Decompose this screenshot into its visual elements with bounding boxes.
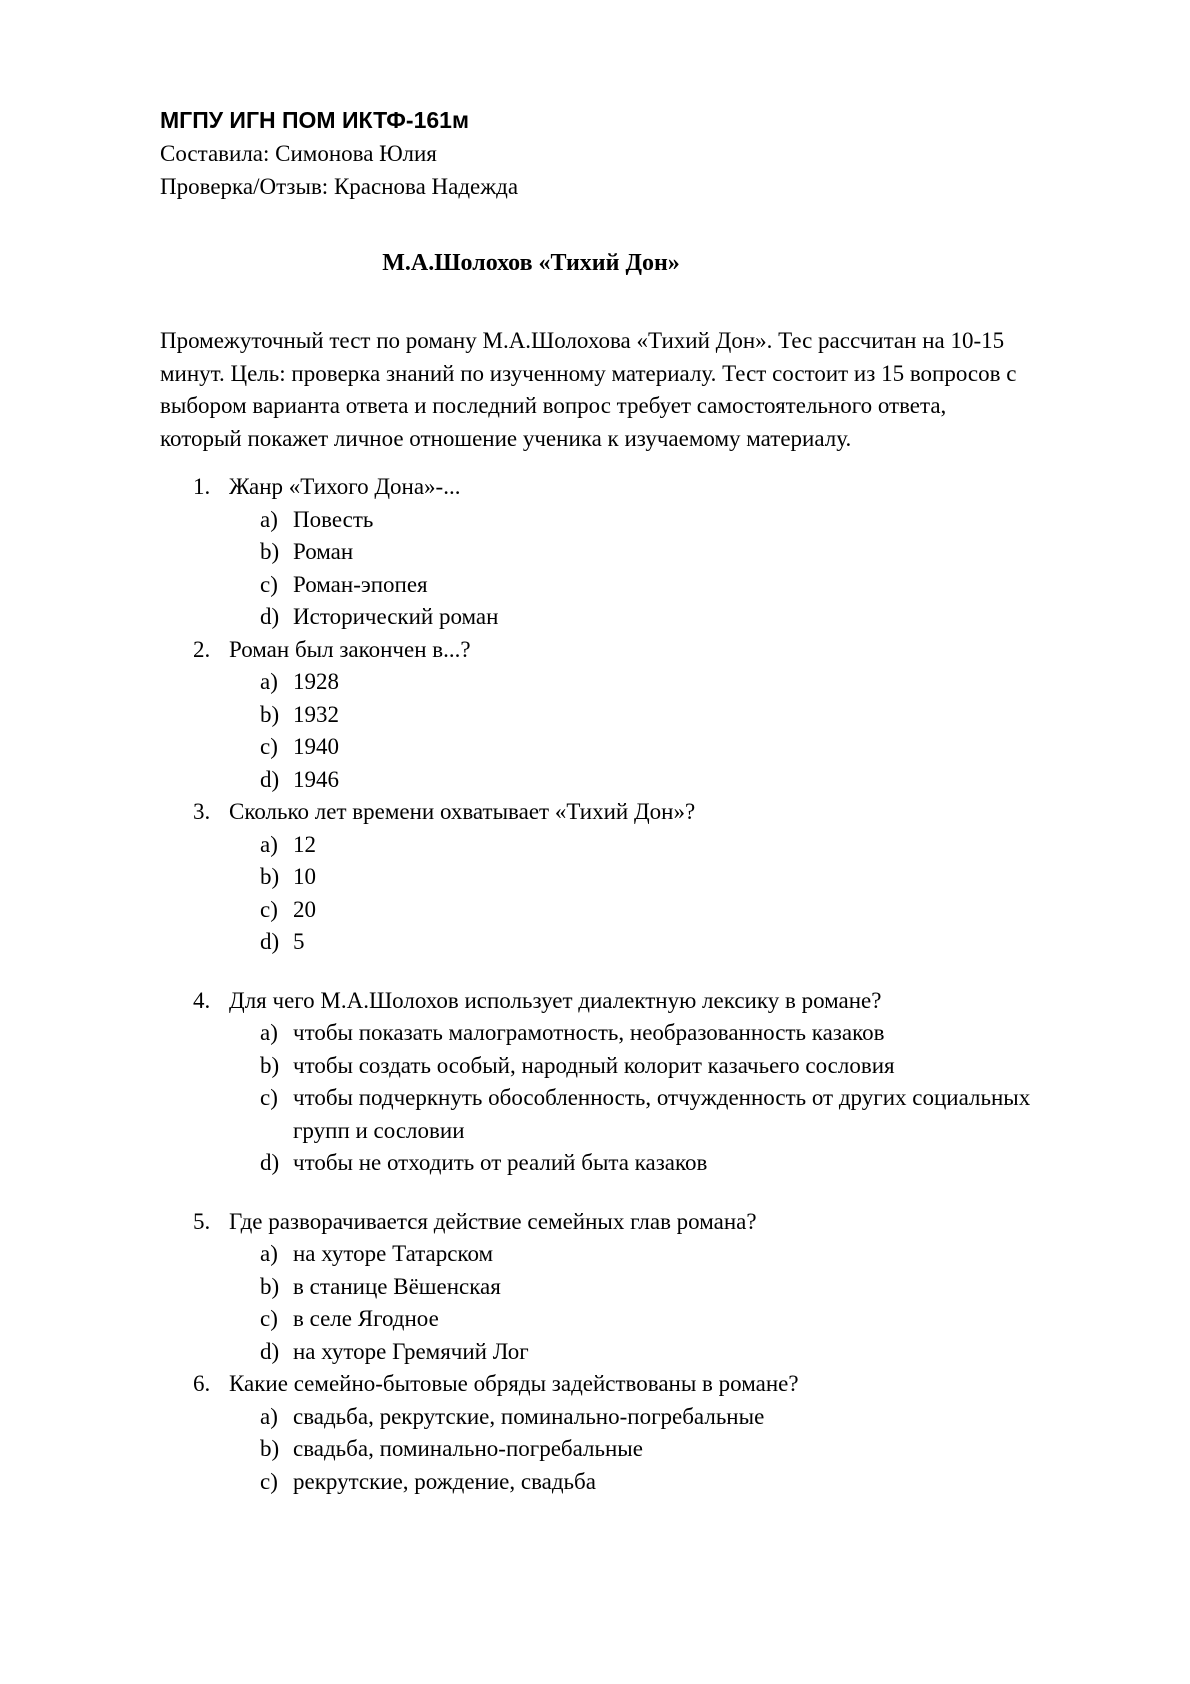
- answer-option: [160, 894, 1032, 927]
- question-text: Роман был закончен в...?: [229, 636, 471, 662]
- question-line: [160, 985, 1032, 1018]
- question-line: [160, 1368, 1032, 1401]
- question-number: 1.: [193, 474, 211, 499]
- option-letter: c): [260, 1468, 278, 1494]
- question-line: [160, 796, 1032, 829]
- option-letter: d): [260, 604, 280, 629]
- question-text: Жанр «Тихого Дона»-...: [229, 474, 461, 499]
- option-text: чтобы создать особый, народный колорит казачьего сословия: [293, 1052, 895, 1078]
- question-number: 4.: [193, 987, 211, 1013]
- doc-header-group-code: МГПУ ИГН ПОМ ИКТФ-161м: [160, 107, 469, 133]
- option-letter: d): [260, 1338, 280, 1364]
- option-text: на хуторе Татарском: [293, 1241, 494, 1266]
- option-text: чтобы не отходить от реалий быта казаков: [293, 1150, 708, 1175]
- question-number: 6.: [193, 1371, 211, 1396]
- answer-option: [160, 1082, 1032, 1147]
- option-text: чтобы показать малограмотность, необразованность казаков: [293, 1020, 885, 1045]
- option-letter: b): [260, 864, 280, 889]
- option-text: 1946: [293, 766, 339, 792]
- intro-paragraph: Промежуточный тест по роману М.А.Шолохова «Тихий Дон». Тес рассчитан на 10-15 минут. Цель: проверка знаний по изученному материалу. Тест состоит из 15 вопросов с выбором варианта ответа и последний вопрос требует самостоятельного ответа, который покажет личное отношение ученика к изучаемому материалу.: [160, 328, 1017, 451]
- option-text: в селе Ягодное: [293, 1306, 439, 1331]
- option-letter: b): [260, 539, 280, 564]
- option-letter: a): [260, 669, 278, 694]
- answer-option: [160, 699, 1032, 732]
- option-text: свадьба, рекрутские, поминально-погребальные: [293, 1403, 765, 1429]
- option-letter: d): [260, 929, 280, 954]
- option-text: 1932: [293, 701, 339, 727]
- answer-option: [160, 1147, 1032, 1180]
- question-4: [160, 985, 1032, 1180]
- option-text: 10: [293, 864, 316, 889]
- answer-option: [160, 926, 1032, 959]
- option-letter: b): [260, 701, 280, 727]
- answer-option: [160, 1017, 1032, 1050]
- option-text: Роман: [293, 539, 354, 564]
- option-letter: c): [260, 734, 278, 759]
- question-line: [160, 1206, 1032, 1239]
- answer-option: [160, 1433, 1032, 1466]
- answer-option: [160, 1401, 1032, 1434]
- answer-option: [160, 536, 1032, 569]
- answer-option: [160, 569, 1032, 602]
- option-letter: a): [260, 506, 278, 532]
- question-text: Сколько лет времени охватывает «Тихий Дон»?: [229, 799, 696, 824]
- answer-option: [160, 601, 1032, 634]
- option-letter: b): [260, 1273, 280, 1299]
- doc-header-reviewer: Проверка/Отзыв: Краснова Надежда: [160, 174, 519, 199]
- answer-option: [160, 731, 1032, 764]
- document-title: М.А.Шолохов «Тихий Дон»: [382, 250, 680, 276]
- answer-option: [160, 1466, 1032, 1499]
- option-letter: c): [260, 571, 278, 597]
- option-text: 20: [293, 896, 316, 922]
- questions-list: [160, 471, 1032, 1498]
- answer-option: [160, 1336, 1032, 1369]
- question-number: 2.: [193, 636, 211, 662]
- option-text: рекрутские, рождение, свадьба: [293, 1468, 596, 1494]
- option-text: свадьба, поминально-погребальные: [293, 1436, 643, 1461]
- option-letter: b): [260, 1436, 280, 1461]
- option-letter: a): [260, 831, 278, 857]
- option-letter: d): [260, 766, 280, 792]
- option-letter: a): [260, 1403, 278, 1429]
- option-text: на хуторе Гремячий Лог: [293, 1338, 529, 1364]
- question-text: Где разворачивается действие семейных глав романа?: [229, 1208, 757, 1234]
- question-text: Какие семейно-бытовые обряды задействованы в романе?: [229, 1371, 799, 1396]
- question-number: 3.: [193, 799, 211, 824]
- answer-option: [160, 504, 1032, 537]
- answer-option: [160, 1050, 1032, 1083]
- option-letter: b): [260, 1052, 280, 1078]
- option-text: 12: [293, 831, 316, 857]
- option-letter: c): [260, 1306, 278, 1331]
- question-1: [160, 471, 1032, 634]
- option-text: чтобы подчеркнуть обособленность, отчужденность от других социальных групп и сословии: [293, 1085, 1031, 1143]
- question-3: [160, 796, 1032, 959]
- question-5: [160, 1206, 1032, 1369]
- doc-header-author: Составила: Симонова Юлия: [160, 141, 437, 166]
- answer-option: [160, 1303, 1032, 1336]
- option-text: в станице Вёшенская: [293, 1273, 501, 1299]
- option-letter: a): [260, 1241, 278, 1266]
- question-line: [160, 471, 1032, 504]
- question-line: [160, 634, 1032, 667]
- option-letter: a): [260, 1020, 278, 1045]
- option-letter: d): [260, 1150, 280, 1175]
- answer-option: [160, 829, 1032, 862]
- option-text: 1928: [293, 669, 339, 694]
- question-text: Для чего М.А.Шолохов использует диалектную лексику в романе?: [229, 987, 882, 1013]
- answer-option: [160, 764, 1032, 797]
- option-text: Роман-эпопея: [293, 571, 428, 597]
- answer-option: [160, 1238, 1032, 1271]
- answer-option: [160, 861, 1032, 894]
- answer-option: [160, 666, 1032, 699]
- option-text: Исторический роман: [293, 604, 499, 629]
- option-letter: c): [260, 896, 278, 922]
- option-text: Повесть: [293, 506, 374, 532]
- option-letter: c): [260, 1085, 278, 1110]
- question-number: 5.: [193, 1208, 211, 1234]
- option-text: 5: [293, 929, 305, 954]
- question-2: [160, 634, 1032, 797]
- option-text: 1940: [293, 734, 339, 759]
- question-6: [160, 1368, 1032, 1498]
- answer-option: [160, 1271, 1032, 1304]
